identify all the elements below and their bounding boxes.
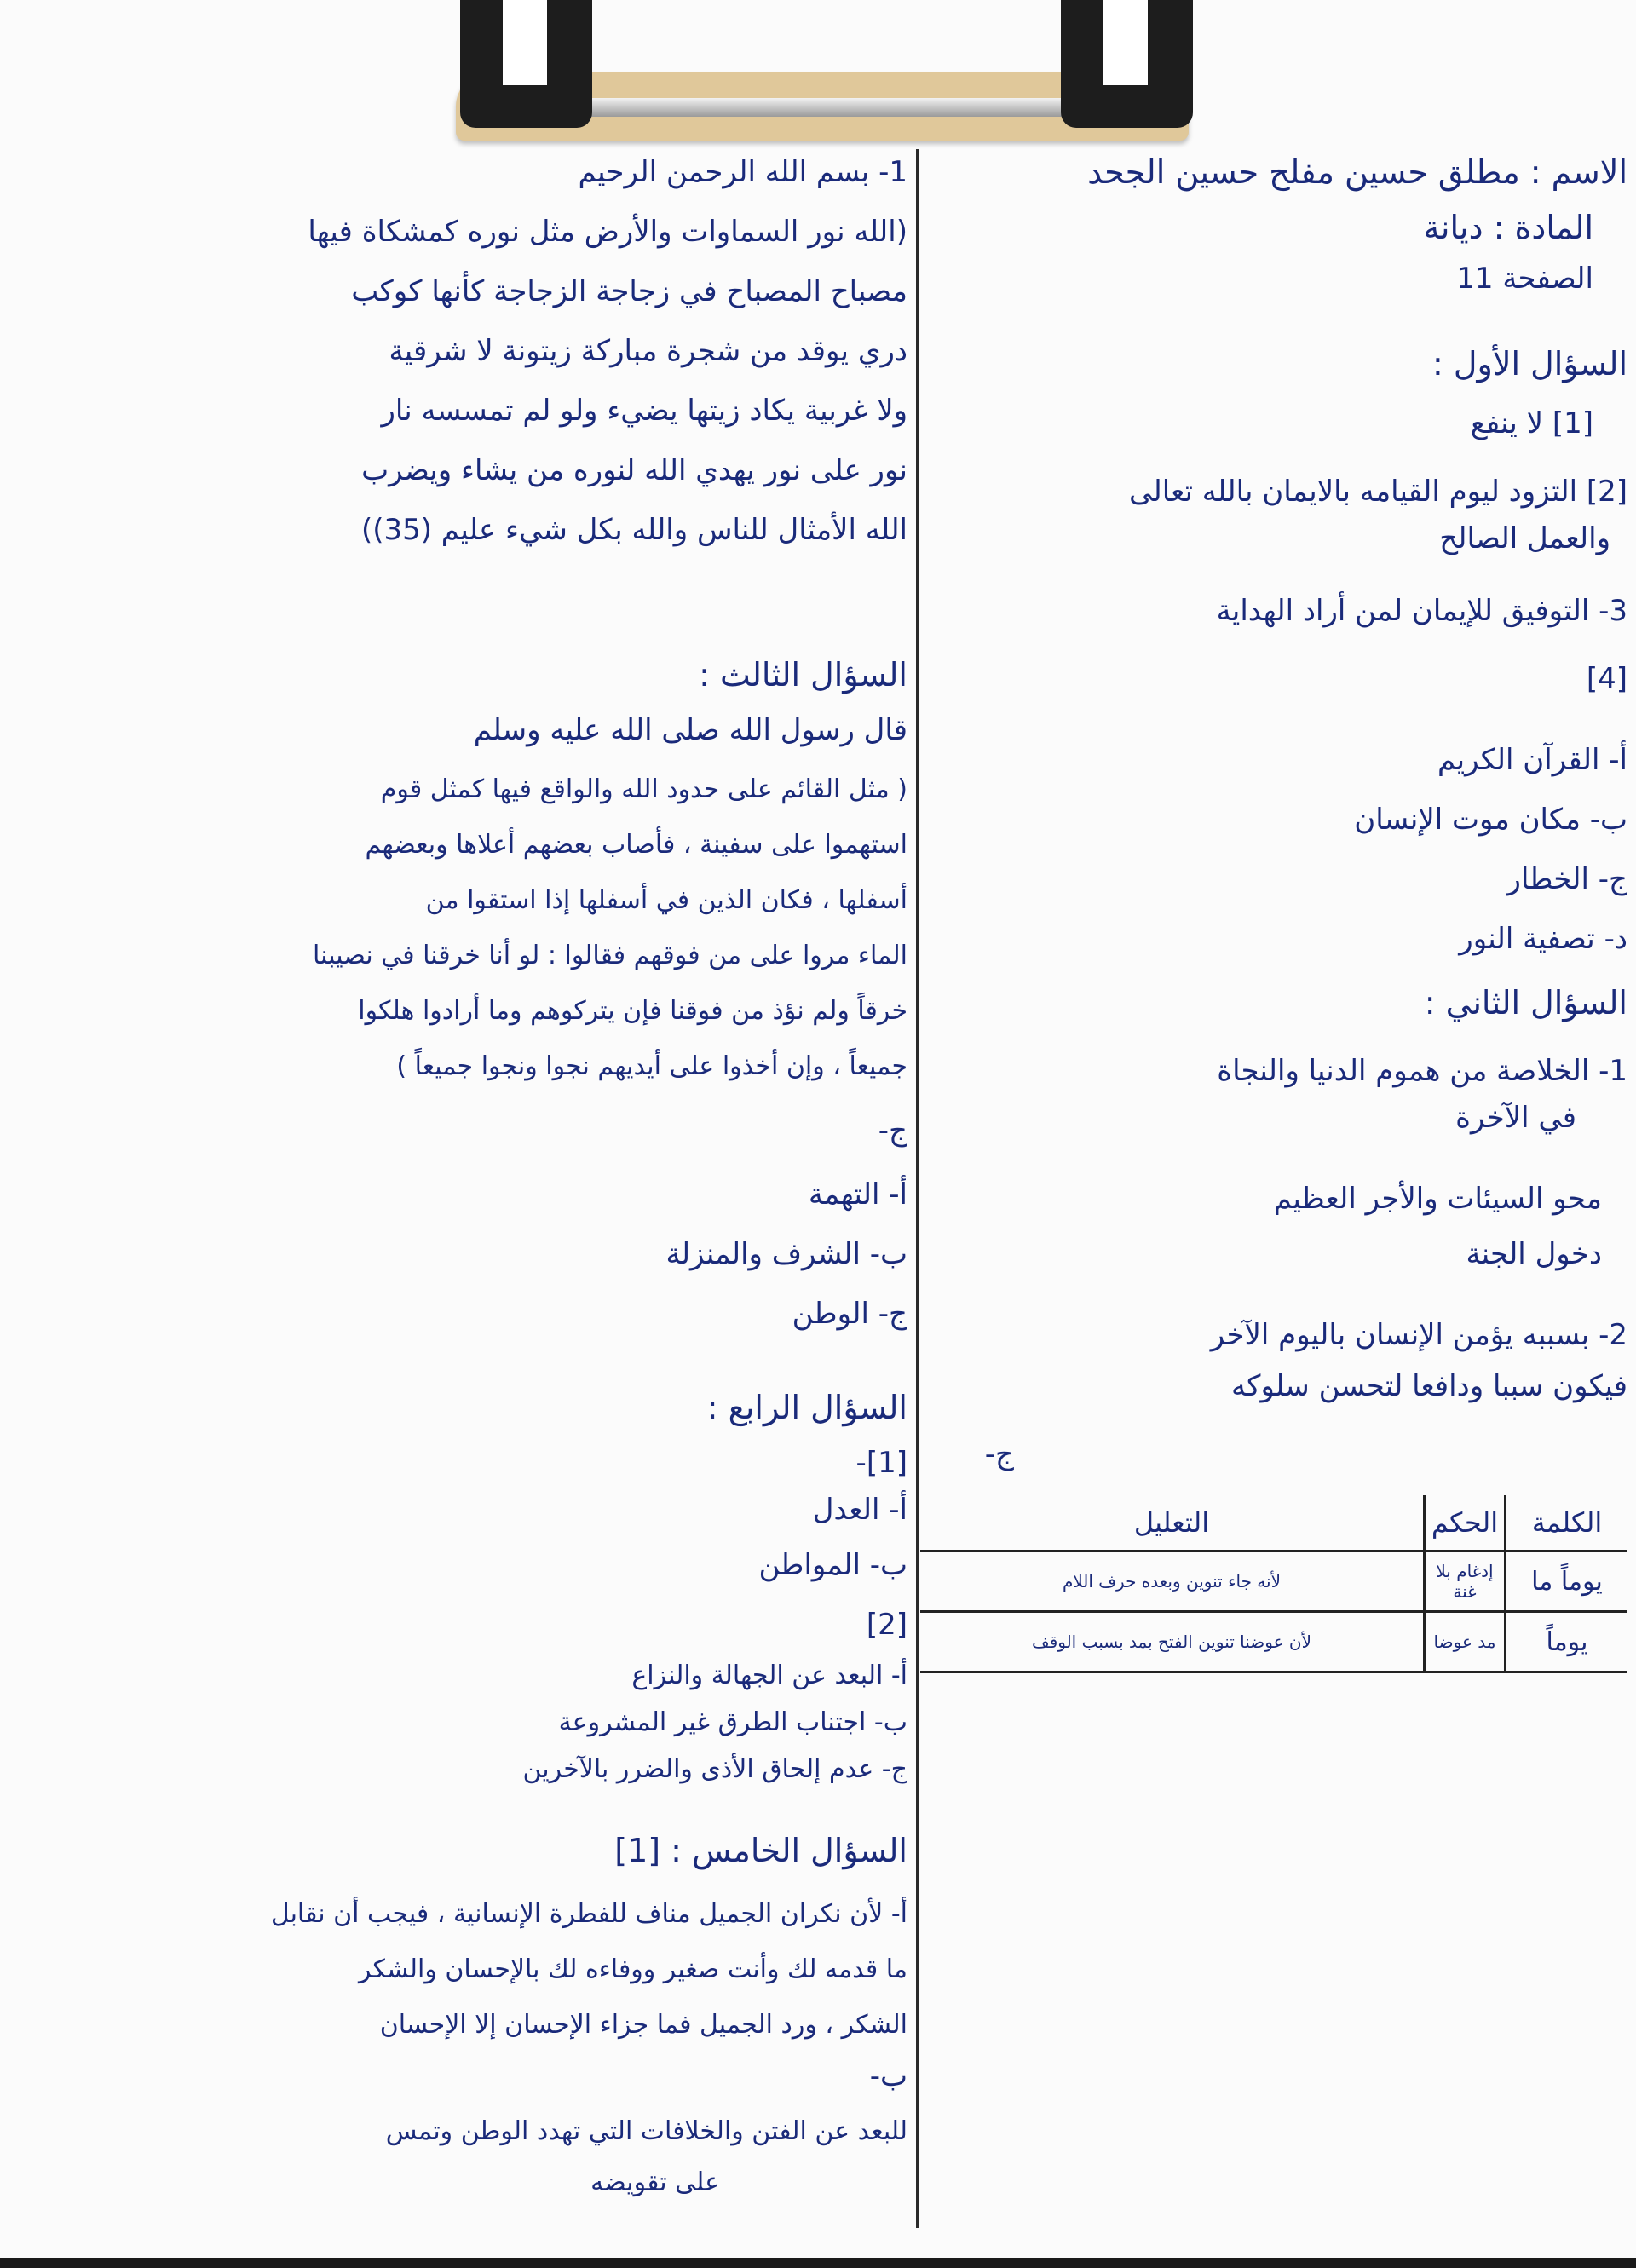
hadith-line: استهموا على سفينة ، فأصاب بعضهم أعلاها وبعضهم <box>365 830 907 860</box>
q4-line: أ- البعد عن الجهالة والنزاع <box>631 1661 907 1690</box>
q3-sub: ج- الوطن <box>792 1297 907 1331</box>
q2-line: محو السيئات والأجر العظيم <box>1273 1182 1602 1216</box>
q4-title: السؤال الرابع : <box>706 1389 907 1426</box>
q4-line: ب- اجتناب الطرق غير المشروعة <box>558 1707 907 1737</box>
table-cell-reason: لأن عوضنا تنوين الفتح بمد بسبب الوقف <box>920 1612 1425 1672</box>
q1-line: والعمل الصالح <box>1439 521 1610 555</box>
clip-right-gap <box>1103 0 1148 85</box>
q4-line: ب- المواطن <box>758 1548 907 1582</box>
q1-line: [1] لا ينفع <box>1470 406 1593 440</box>
verse-line: مصباح المصباح في زجاجة الزجاجة كأنها كوكب <box>351 274 907 308</box>
table-header-rule: الحكم <box>1425 1495 1506 1551</box>
q2-line: في الآخرة <box>1455 1101 1576 1135</box>
hadith-line: ( مثل القائم على حدود الله والواقع فيها كمثل قوم <box>380 774 907 804</box>
q5-title: السؤال الخامس : [1] <box>614 1832 907 1869</box>
q1-line: ج- الخطار <box>1506 862 1627 896</box>
hadith-line: أسفلها ، فكان الذين في أسفلها إذا استقوا من <box>425 885 907 915</box>
q2-line: 2- بسببه يؤمن الإنسان باليوم الآخر <box>1210 1318 1627 1352</box>
page-number: الصفحة 11 <box>1456 262 1593 296</box>
subject-line: المادة : ديانة <box>1423 209 1593 246</box>
student-name: الاسم : مطلق حسين مفلح حسين الجحد <box>1087 153 1627 191</box>
verse-line: (الله نور السماوات والأرض مثل نوره كمشكاة فيها <box>308 215 907 249</box>
table-cell-word: يوماً <box>1506 1612 1628 1672</box>
hadith-line: قال رسول الله صلى الله عليه وسلم <box>473 713 907 747</box>
verse-line: نور على نور يهدي الله لنوره من يشاء ويضرب <box>361 453 907 487</box>
q2-line: دخول الجنة <box>1466 1237 1602 1271</box>
q5-line: ب- <box>869 2059 907 2093</box>
table-header-word: الكلمة <box>1506 1495 1628 1551</box>
verse-line: ولا غربية يكاد زيتها يضيء ولو لم تمسسه نار <box>381 394 907 428</box>
q1-line: د- تصفية النور <box>1459 922 1627 956</box>
hadith-line: الماء مروا على من فوقهم فقالوا : لو أنا خرقنا في نصيبنا <box>313 941 907 970</box>
table-cell-word: يوماً ما <box>1506 1551 1628 1612</box>
q5-line: على تقويضه <box>590 2167 720 2197</box>
hadith-line: خرقاً ولم نؤذ من فوقنا فإن يتركوهم وما أرادوا هلكوا <box>358 996 907 1026</box>
table-cell-reason: لأنه جاء تنوين وبعده حرف اللام <box>920 1551 1425 1612</box>
q3-title: السؤال الثالث : <box>699 656 907 694</box>
q5-line: الشكر ، ورد الجميل فما جزاء الإحسان إلا الإحسان <box>379 2010 907 2040</box>
table-cell-rule: إدغام بلا غنة <box>1425 1551 1506 1612</box>
q1-title: السؤال الأول : <box>1432 345 1627 383</box>
verse-line: الله الأمثال للناس والله بكل شيء عليم (35)) <box>360 513 907 547</box>
q3-sub: ب- الشرف والمنزلة <box>665 1237 907 1271</box>
table-header-row <box>920 1495 1627 1551</box>
page-bottom-edge <box>0 2258 1636 2268</box>
table-row <box>920 1551 1627 1612</box>
clipboard-bar <box>562 98 1091 117</box>
verse-line: 1- بسم الله الرحمن الرحيم <box>578 155 907 189</box>
q2-line: ج- <box>984 1437 1014 1471</box>
q2-line: فيكون سببا ودافعا لتحسن سلوكه <box>1231 1369 1627 1403</box>
clip-left-gap <box>503 0 547 85</box>
q4-line: ج- عدم إلحاق الأذى والضرر بالآخرين <box>522 1754 907 1784</box>
table-row <box>920 1612 1627 1672</box>
q3-sub: ج- <box>878 1114 907 1148</box>
q4-line: [1]- <box>855 1446 907 1480</box>
q1-line: 3- التوفيق للإيمان لمن أراد الهداية <box>1216 594 1627 628</box>
q1-line: [2] التزود ليوم القيامه بالايمان بالله تعالى <box>1129 475 1627 509</box>
q5-line: للبعد عن الفتن والخلافات التي تهدد الوطن وتمس <box>385 2116 907 2146</box>
table-cell-rule: مد عوضا <box>1425 1612 1506 1672</box>
q2-title: السؤال الثاني : <box>1424 984 1627 1022</box>
q5-line: أ- لأن نكران الجميل مناف للفطرة الإنسانية ، فيجب أن نقابل <box>270 1899 907 1929</box>
q1-line: أ- القرآن الكريم <box>1437 743 1627 777</box>
q1-line: ب- مكان موت الإنسان <box>1354 803 1627 837</box>
q5-line: ما قدمه لك وأنت صغير ووفاءه لك بالإحسان والشكر <box>359 1954 907 1984</box>
tajweed-table <box>920 1495 1627 1673</box>
q2-line: 1- الخلاصة من هموم الدنيا والنجاة <box>1217 1054 1627 1088</box>
column-divider <box>916 149 919 2228</box>
table-header-reason: التعليل <box>920 1495 1425 1551</box>
verse-line: دري يوقد من شجرة مباركة زيتونة لا شرقية <box>389 334 907 368</box>
q4-line: [2] <box>866 1608 907 1642</box>
hadith-line: جميعاً ، وإن أخذوا على أيديهم نجوا ونجوا جميعاً ) <box>396 1051 907 1081</box>
q1-line: [4] <box>1586 662 1627 696</box>
q4-line: أ- العدل <box>812 1493 907 1527</box>
q3-sub: أ- التهمة <box>808 1177 907 1212</box>
